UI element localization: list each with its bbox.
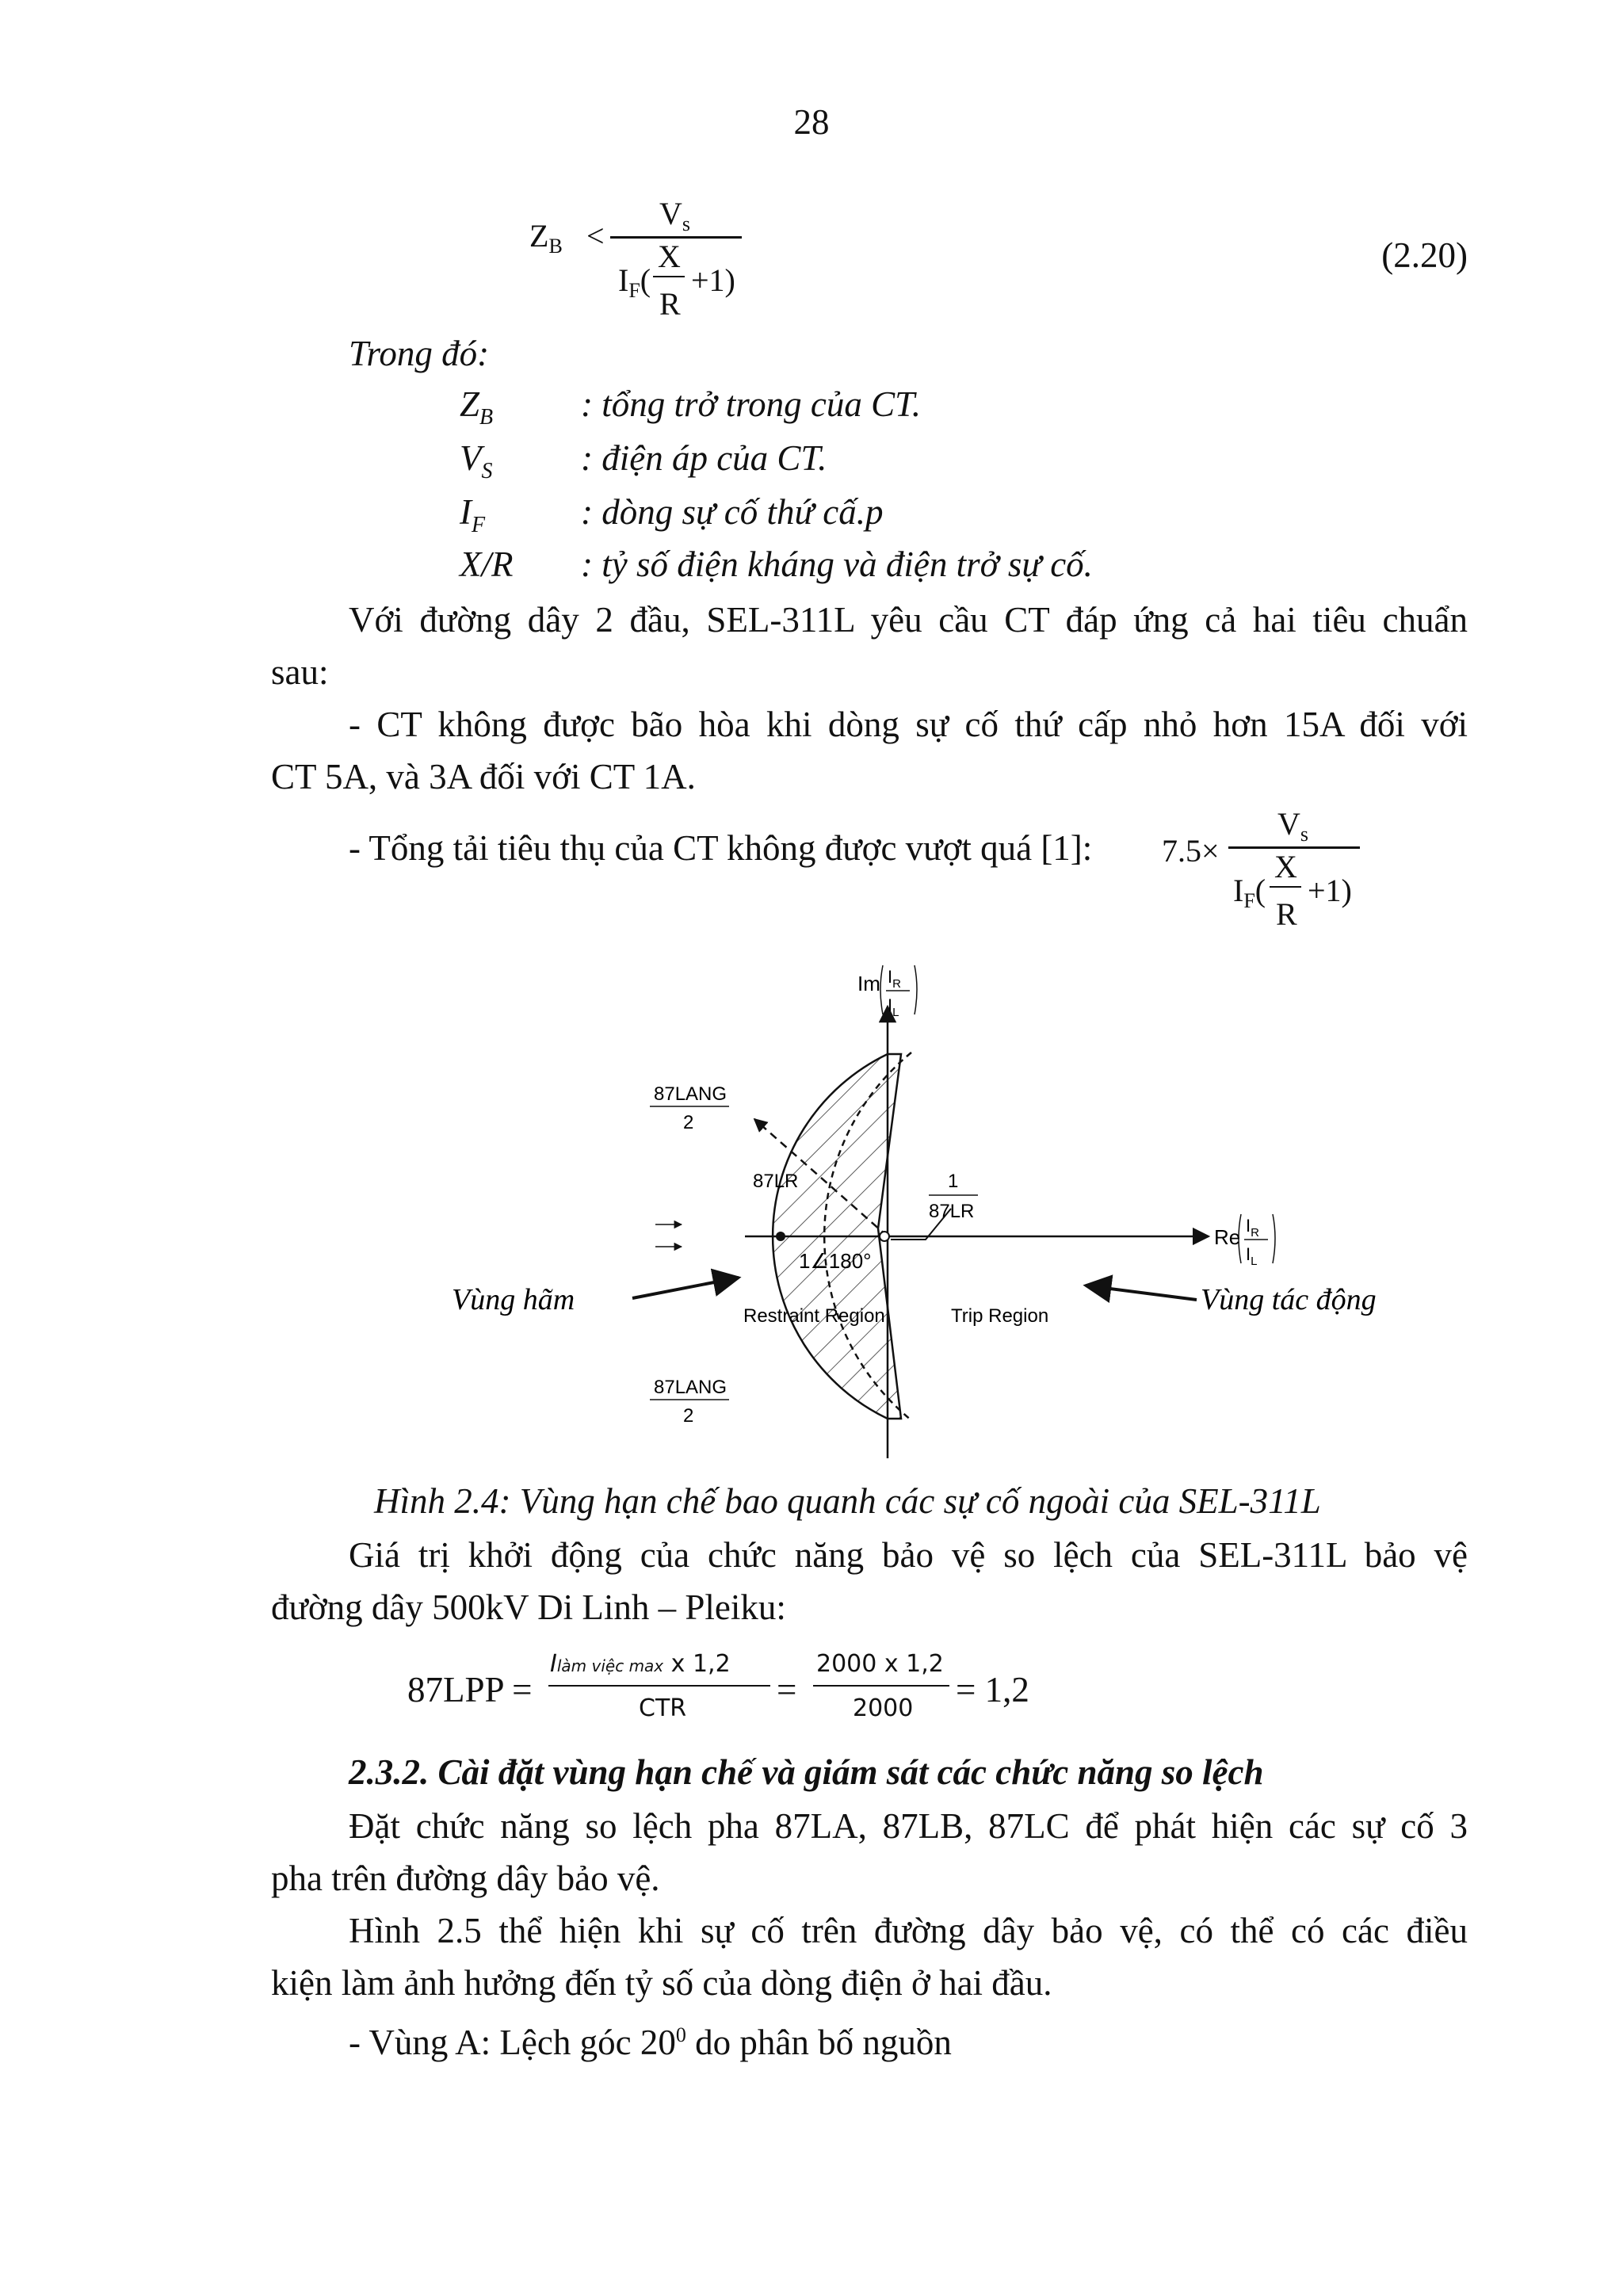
formula-lhs: $Z_B$	[529, 218, 563, 258]
vung-tac-dong-label: Vùng tác động	[1201, 1283, 1377, 1316]
trip-region-label: Trip Region	[951, 1305, 1049, 1327]
formula-den-plus: +1)	[691, 262, 735, 298]
paragraph-5-line-1: Đặt chức năng so lệch pha 87LA, 87LB, 87LC để phát hiện các sự cố 3	[349, 1806, 1468, 1846]
lpp-den2: 2000	[853, 1694, 914, 1722]
formula2-numerator: $V_s$	[1277, 806, 1309, 846]
lower-lang-denominator: 2	[683, 1405, 694, 1427]
definition-desc-zb: : tổng trở trong của CT.	[581, 384, 922, 424]
definition-desc-xr: : tỷ số điện kháng và điện trở sự cố.	[581, 544, 1093, 584]
lpp-num1: Ilàm việc max x 1,2	[550, 1650, 731, 1678]
formula-den-i: $I_F$(	[618, 262, 651, 302]
definition-symbol-zb: $Z_B$	[460, 384, 494, 430]
formula2-den-i: $I_F$(	[1233, 873, 1266, 912]
inverse-87lr-numerator: 1	[948, 1171, 959, 1192]
lpp-bar1	[548, 1685, 770, 1687]
formula-relation: <	[586, 218, 605, 254]
formula-den-x: X	[658, 239, 681, 274]
restraint-region-figure	[412, 943, 1442, 1482]
upper-lang-numerator: 87LANG	[654, 1083, 727, 1105]
paragraph-5-line-2: pha trên đường dây bảo vệ.	[271, 1859, 660, 1898]
inverse-87lr-denominator: 87LR	[929, 1201, 975, 1222]
where-label: Trong đó:	[349, 334, 490, 373]
paragraph-6-line-2: kiện làm ảnh hưởng đến tỷ số của dòng điện ở hai đầu.	[271, 1963, 1052, 2003]
formula2-xr-bar	[1270, 886, 1301, 888]
87lr-label: 87LR	[753, 1171, 799, 1192]
re-il-label: $I_L$	[1246, 1244, 1258, 1268]
definition-symbol-if: $I_F$	[460, 492, 486, 537]
origin-circle	[880, 1232, 889, 1241]
re-ir-label: $I_R$	[1246, 1216, 1259, 1240]
paragraph-7: - Vùng A: Lệch góc $20^0$ do phân bố nguồn	[349, 2023, 952, 2062]
paragraph-4-line-2: đường dây 500kV Di Linh – Pleiku:	[271, 1587, 786, 1627]
definition-desc-vs: : điện áp của CT.	[581, 438, 827, 478]
page-number: 28	[793, 102, 830, 142]
formula-numerator: $V_s$	[659, 196, 691, 235]
paragraph-2-line-1: - CT không được bão hòa khi dòng sự cố thứ cấp nhỏ hơn 15A đối với	[349, 705, 1468, 744]
formula-xr-bar	[653, 276, 685, 277]
section-heading: 2.3.2. Cài đặt vùng hạn chế và giám sát các chức năng so lệch	[349, 1752, 1264, 1792]
vung-ham-label: Vùng hãm	[452, 1283, 575, 1316]
formula2-den-r: R	[1276, 896, 1297, 932]
im-il-label: $I_L$	[888, 995, 899, 1019]
re-axis-label: Re	[1214, 1225, 1241, 1249]
formula-den-r: R	[659, 286, 681, 322]
figure-caption: Hình 2.4: Vùng hạn chế bao quanh các sự cố ngoài của SEL-311L	[374, 1481, 1321, 1521]
angle-label: 1∠180°	[799, 1249, 872, 1273]
formula2-den-plus: +1)	[1308, 873, 1352, 908]
lower-lang-numerator: 87LANG	[654, 1377, 727, 1398]
im-ir-label: $I_R$	[888, 967, 901, 991]
vung-tac-dong-arrow	[1086, 1286, 1197, 1300]
point-1-180	[776, 1232, 785, 1241]
vung-ham-arrow	[632, 1278, 739, 1298]
upper-lang-denominator: 2	[683, 1112, 694, 1133]
paragraph-6-line-1: Hình 2.5 thể hiện khi sự cố trên đường dây bảo vệ, có thể có các điều	[349, 1911, 1468, 1950]
lpp-bar2	[813, 1685, 949, 1687]
paragraph-2-line-2: CT 5A, và 3A đối với CT 1A.	[271, 757, 696, 797]
lpp-result: = 1,2	[956, 1670, 1029, 1710]
restraint-region-label: Restraint Region	[743, 1305, 885, 1327]
definition-desc-if: : dòng sự cố thứ cấ.p	[581, 492, 884, 532]
paragraph-4-line-1: Giá trị khởi động của chức năng bảo vệ so lệch của SEL-311L bảo vệ	[349, 1535, 1468, 1575]
lpp-eq2: =	[777, 1670, 797, 1710]
equation-number: (2.20)	[1381, 235, 1468, 275]
paragraph-1-line-1: Với đường dây 2 đầu, SEL-311L yêu cầu CT đáp ứng cả hai tiêu chuẩn	[349, 600, 1468, 640]
im-axis-label: Im	[857, 972, 880, 995]
paragraph-3: - Tổng tải tiêu thụ của CT không được vượt quá [1]:	[349, 828, 1093, 868]
paragraph-1-line-2: sau:	[271, 652, 329, 692]
lpp-den1: CTR	[639, 1694, 687, 1722]
lpp-lhs: 87LPP =	[407, 1670, 533, 1710]
formula-factor: 7.5×	[1162, 833, 1220, 869]
formula2-den-x: X	[1274, 849, 1297, 884]
lpp-num2: 2000 x 1,2	[816, 1650, 944, 1678]
definition-symbol-vs: $V_S$	[460, 438, 493, 483]
definition-symbol-xr: X/R	[460, 544, 514, 584]
